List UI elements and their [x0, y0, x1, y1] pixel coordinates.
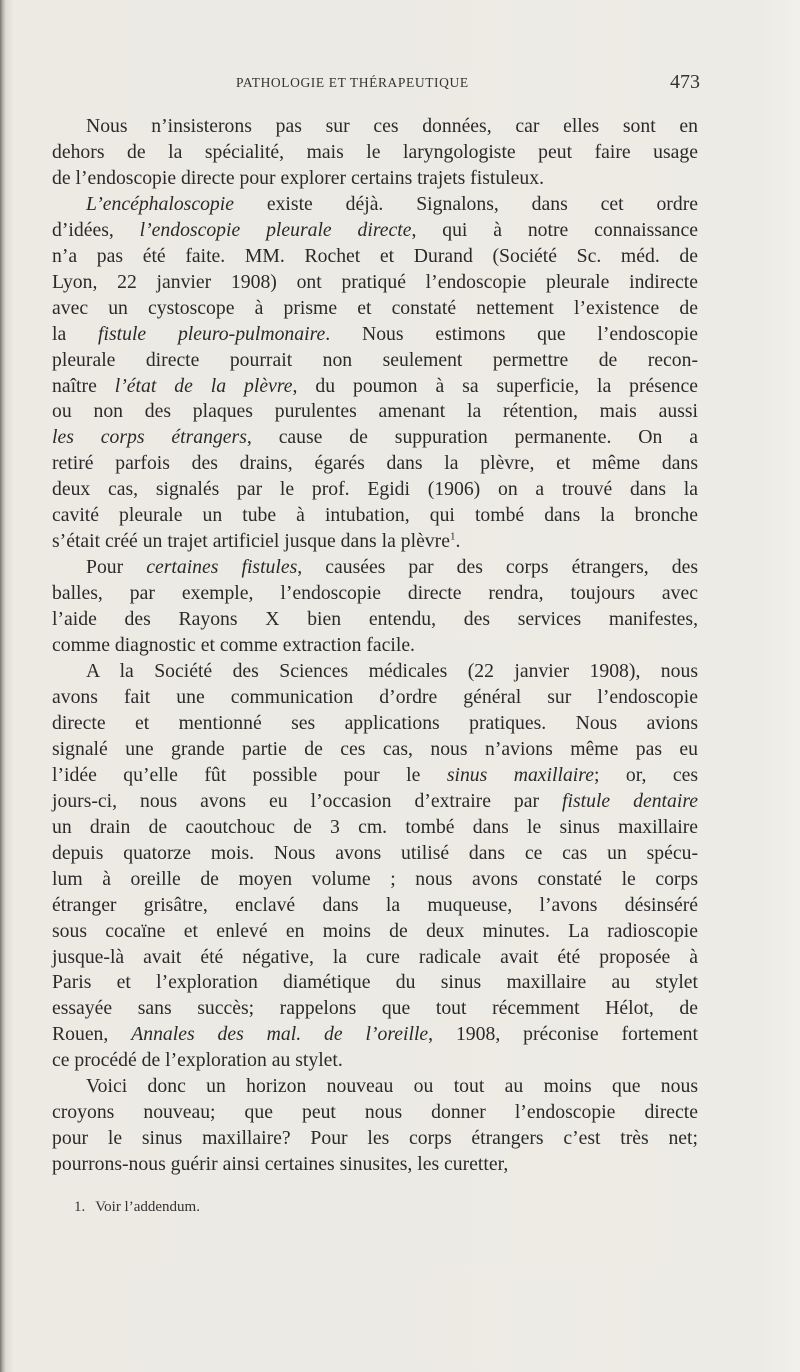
text-run: avons fait une communication d’ordre général sur l’endoscopie — [52, 685, 698, 708]
text-run: essayée sans succès; rappelons que tout récemment Hélot, de — [52, 997, 698, 1020]
text-run: jusque-là avait été négative, la cure radicale avait été proposée à — [52, 945, 698, 968]
paragraph — [52, 555, 698, 659]
text-line — [52, 581, 698, 607]
italic-text: l’endoscopie pleurale directe — [139, 218, 412, 241]
body-text — [52, 114, 698, 1178]
page-number: 473 — [670, 71, 700, 93]
text-run: pourrons-nous guérir ainsi certaines sinusites, les curetter, — [52, 1153, 509, 1176]
text-run: n’a pas été faite. MM. Rochet et Durand (Société Sc. méd. de — [52, 244, 698, 267]
text-run: étranger grisâtre, enclavé dans la muqueuse, l’avons désinséré — [52, 893, 698, 916]
text-run: Voici donc un horizon nouveau ou tout au moins que nous — [86, 1075, 698, 1098]
text-line — [52, 374, 698, 400]
text-line — [52, 763, 698, 789]
text-run: Rouen, — [52, 1023, 132, 1046]
text-line — [52, 867, 698, 893]
paragraph — [52, 192, 698, 555]
text-line — [52, 270, 698, 296]
italic-text: fistule pleuro-pulmonaire — [98, 322, 326, 345]
text-line — [52, 477, 698, 503]
text-run: , causées par des corps étrangers, des — [297, 556, 698, 579]
text-line — [52, 322, 698, 348]
text-line — [52, 841, 698, 867]
text-line — [52, 711, 698, 737]
text-line — [52, 555, 698, 581]
text-line — [52, 166, 698, 192]
text-line — [52, 192, 698, 218]
text-line — [52, 244, 698, 270]
text-run: naître — [52, 374, 115, 397]
text-run: , du poumon à sa superficie, la présence — [292, 374, 698, 397]
footnote-text: Voir l’addendum. — [95, 1199, 200, 1215]
italic-text: fistule dentaire — [562, 789, 698, 812]
text-line — [52, 685, 698, 711]
text-line — [52, 1126, 698, 1152]
text-line — [52, 503, 698, 529]
text-run: . Nous estimons que l’endoscopie — [325, 322, 698, 345]
text-line — [52, 996, 698, 1022]
text-line — [52, 399, 698, 425]
text-run: existe déjà. Signalons, dans cet ordre — [233, 192, 698, 215]
text-line — [52, 348, 698, 374]
text-run: jours-ci, nous avons eu l’occasion d’extraire par — [52, 789, 563, 812]
text-run: sous cocaïne et enlevé en moins de deux minutes. La radioscopie — [52, 919, 698, 942]
text-run: Pour — [86, 556, 147, 579]
text-run: dehors de la spécialité, mais le laryngologiste peut faire usage — [52, 140, 698, 163]
text-line — [52, 633, 698, 659]
text-line — [52, 114, 698, 140]
text-line — [52, 140, 698, 166]
text-run: , cause de suppuration permanente. On a — [246, 426, 698, 449]
text-run: un drain de caoutchouc de 3 cm. tombé dans le sinus maxillaire — [52, 815, 698, 838]
text-line — [52, 529, 698, 555]
text-run: avec un cystoscope à prisme et constaté nettement l’existence de — [52, 296, 698, 319]
text-run: l’aide des Rayons X bien entendu, des services manifestes, — [52, 608, 698, 631]
text-run: balles, par exemple, l’endoscopie directe rendra, toujours avec — [52, 582, 698, 605]
text-line — [52, 815, 698, 841]
text-run: cavité pleurale un tube à intubation, qui tombé dans la bronche — [52, 504, 698, 527]
footnote — [74, 1199, 200, 1216]
paragraph — [52, 114, 698, 192]
text-line — [52, 218, 698, 244]
text-run: croyons nouveau; que peut nous donner l’endoscopie directe — [52, 1101, 698, 1124]
text-line — [52, 1074, 698, 1100]
italic-text: les corps étrangers — [52, 426, 247, 449]
text-run: retiré parfois des drains, égarés dans la plèvre, et même dans — [52, 452, 698, 475]
text-run: . — [455, 530, 461, 553]
text-run: Lyon, 22 janvier 1908) ont pratiqué l’endoscopie pleurale indirecte — [52, 270, 698, 293]
scan-edge-shade — [760, 0, 800, 1372]
text-run: A la Société des Sciences médicales (22 janvier 1908), nous — [86, 660, 698, 683]
text-run: pleurale directe pourrait non seulement permettre de recon- — [52, 348, 698, 371]
text-run: deux cas, signalés par le prof. Egidi (1906) on a trouvé dans la — [52, 478, 698, 501]
running-head: PATHOLOGIE ET THÉRAPEUTIQUE — [236, 75, 469, 90]
text-line — [52, 659, 698, 685]
paragraph — [52, 659, 698, 1074]
text-run: d’idées, — [52, 218, 140, 241]
text-line — [52, 607, 698, 633]
text-line — [52, 1022, 698, 1048]
text-run: pour le sinus maxillaire? Pour les corps étrangers c’est très net; — [52, 1127, 698, 1150]
italic-text: l’état de la plèvre — [114, 374, 293, 397]
text-line — [52, 970, 698, 996]
footnote-number: 1. — [74, 1199, 86, 1215]
text-line — [52, 945, 698, 971]
text-run: la — [52, 322, 99, 345]
text-run: ou non des plaques purulentes amenant la rétention, mais aussi — [52, 400, 698, 423]
page-header — [236, 71, 700, 97]
paragraph — [52, 1074, 698, 1178]
text-run: comme diagnostic et comme extraction facile. — [52, 634, 415, 657]
text-line — [52, 789, 698, 815]
italic-text: sinus maxillaire — [446, 763, 594, 786]
text-run: , qui à notre connaissance — [411, 218, 698, 241]
text-line — [52, 893, 698, 919]
text-line — [52, 919, 698, 945]
text-run: Nous n’insisterons pas sur ces données, car elles sont en — [86, 115, 698, 137]
text-run: ; or, ces — [593, 763, 698, 786]
text-line — [52, 1048, 698, 1074]
text-run: Paris et l’exploration diamétique du sinus maxillaire au stylet — [52, 971, 698, 994]
footnote-ref: 1 — [449, 530, 456, 543]
text-line — [52, 425, 698, 451]
text-run: directe et mentionné ses applications pratiques. Nous avions — [52, 711, 698, 734]
text-run: lum à oreille de moyen volume ; nous avons constaté le corps — [52, 867, 698, 890]
text-line — [52, 1100, 698, 1126]
italic-text: Annales des mal. de l’oreille — [131, 1023, 429, 1046]
text-run: de l’endoscopie directe pour explorer certains trajets fistuleux. — [52, 166, 544, 189]
text-line — [52, 1152, 698, 1178]
text-run: ce procédé de l’exploration au stylet. — [52, 1049, 343, 1072]
text-line — [52, 296, 698, 322]
italic-text: certaines fistules — [146, 556, 298, 579]
text-run: l’idée qu’elle fût possible pour le — [52, 763, 447, 786]
text-line — [52, 737, 698, 763]
text-run: depuis quatorze mois. Nous avons utilisé dans ce cas un spécu- — [52, 841, 698, 864]
italic-text: L’encéphaloscopie — [86, 192, 234, 215]
text-run: s’était créé un trajet artificiel jusque dans la plèvre — [52, 530, 450, 553]
text-run: signalé une grande partie de ces cas, nous n’avions même pas eu — [52, 737, 698, 760]
text-run: , 1908, préconise fortement — [428, 1023, 698, 1046]
text-line — [52, 451, 698, 477]
